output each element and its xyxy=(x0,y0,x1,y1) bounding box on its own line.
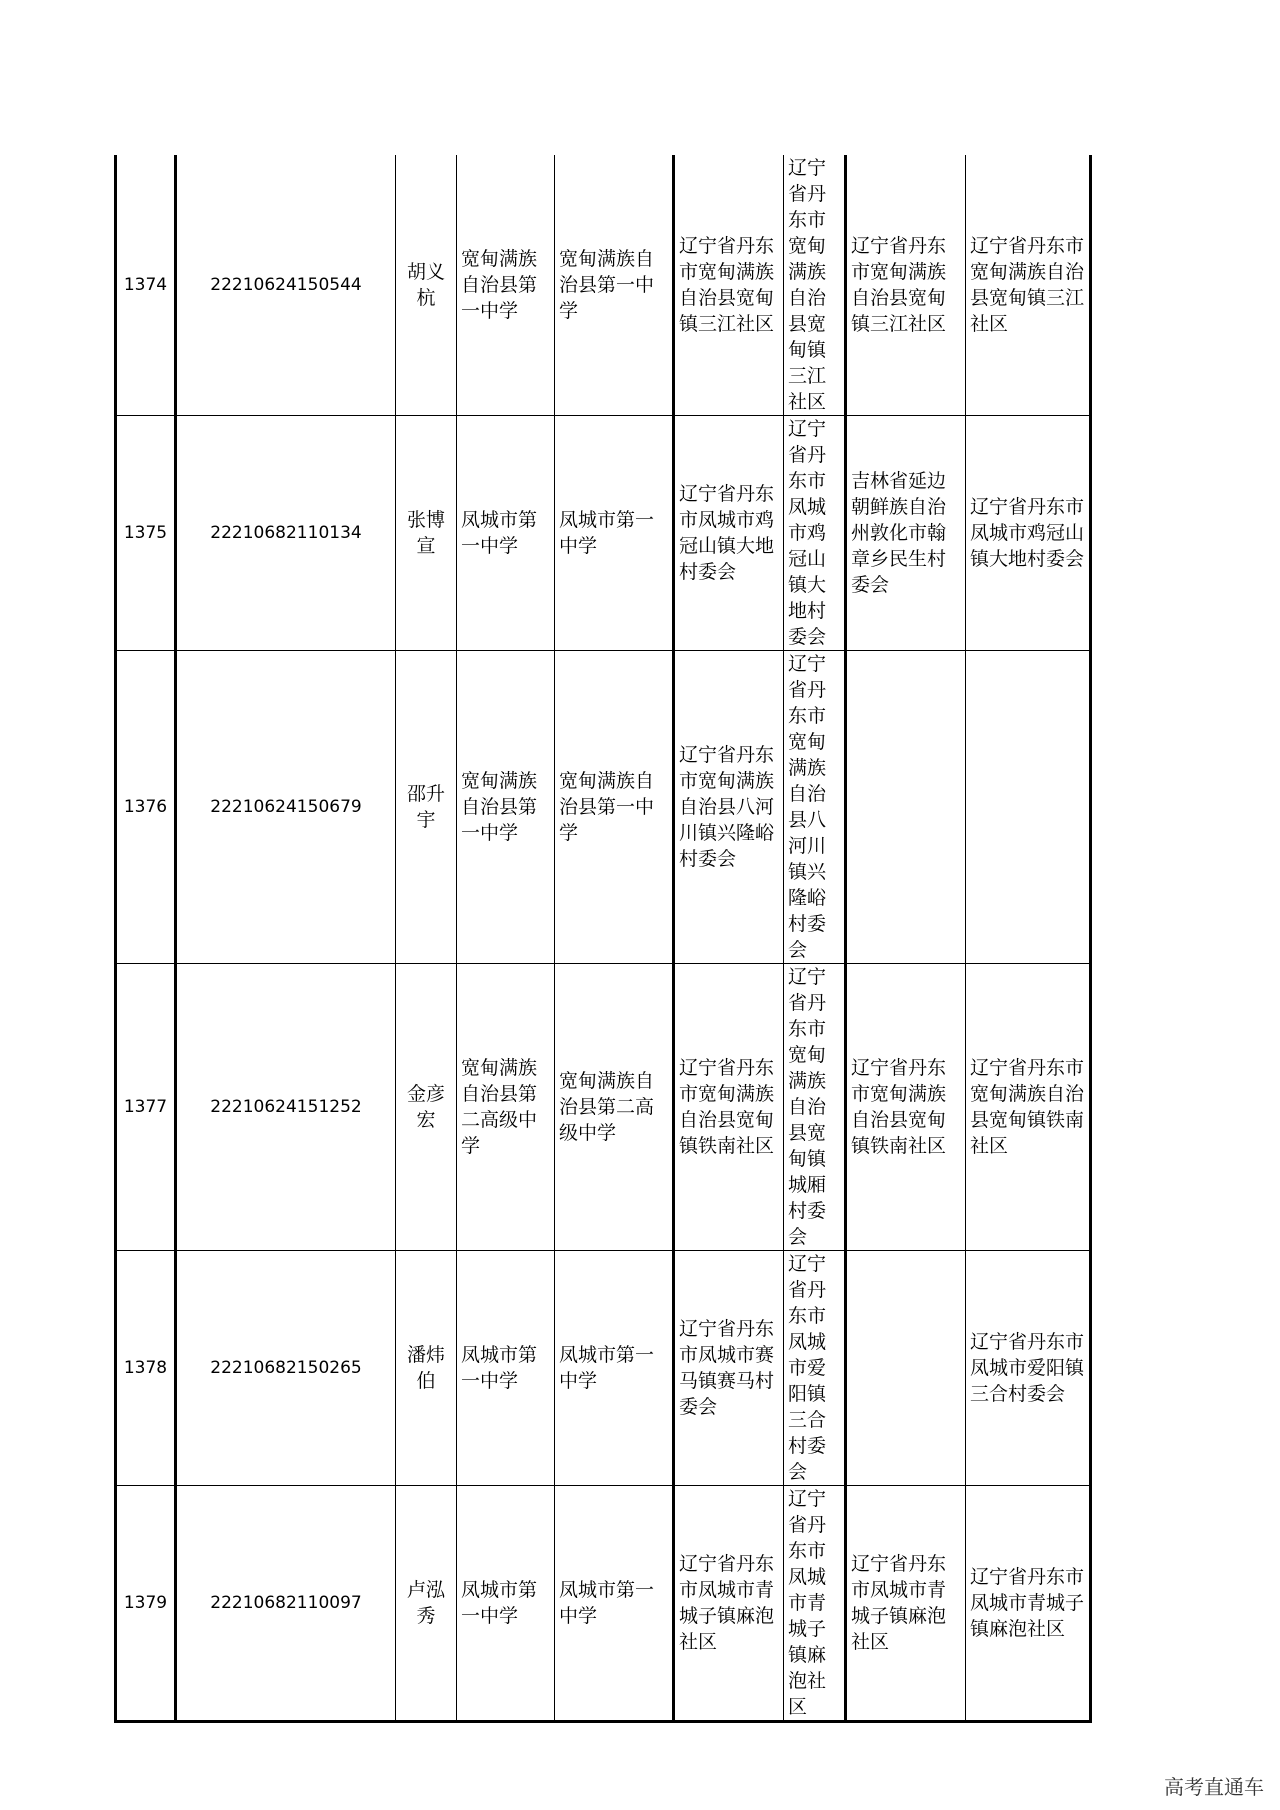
household-address-cell: 辽宁省丹东市宽甸满族自治县八河川镇兴隆峪村委会 xyxy=(674,651,784,964)
school-cell: 宽甸满族自治县第一中学 xyxy=(457,155,555,416)
name-cell: 金彦宏 xyxy=(396,964,457,1251)
home-address-cell: 辽宁省丹东市凤城市青城子镇麻泡社区 xyxy=(784,1486,846,1722)
exam-id-cell: 22210682110097 xyxy=(176,1486,396,1722)
father-address-cell: 辽宁省丹东市宽甸满族自治县宽甸镇三江社区 xyxy=(846,155,966,416)
table-row xyxy=(116,155,1091,416)
mother-address-cell: 辽宁省丹东市宽甸满族自治县宽甸镇铁南社区 xyxy=(966,964,1091,1251)
graduated-school-cell: 凤城市第一中学 xyxy=(555,1486,674,1722)
home-address-cell: 辽宁省丹东市宽甸满族自治县宽甸镇三江社区 xyxy=(784,155,846,416)
household-address-cell: 辽宁省丹东市凤城市鸡冠山镇大地村委会 xyxy=(674,416,784,651)
household-address-cell: 辽宁省丹东市凤城市赛马镇赛马村委会 xyxy=(674,1251,784,1486)
graduated-school-cell: 宽甸满族自治县第一中学 xyxy=(555,651,674,964)
school-cell: 凤城市第一中学 xyxy=(457,1486,555,1722)
table-row xyxy=(116,1251,1091,1486)
table-row xyxy=(116,1486,1091,1722)
home-address-cell: 辽宁省丹东市宽甸满族自治县宽甸镇城厢村委会 xyxy=(784,964,846,1251)
name-cell: 张博宣 xyxy=(396,416,457,651)
seq-cell: 1374 xyxy=(116,155,176,416)
mother-address-cell: 辽宁省丹东市凤城市鸡冠山镇大地村委会 xyxy=(966,416,1091,651)
school-cell: 宽甸满族自治县第一中学 xyxy=(457,651,555,964)
mother-address-cell xyxy=(966,651,1091,964)
home-address-cell: 辽宁省丹东市宽甸满族自治县八河川镇兴隆峪村委会 xyxy=(784,651,846,964)
seq-cell: 1376 xyxy=(116,651,176,964)
school-cell: 凤城市第一中学 xyxy=(457,1251,555,1486)
seq-cell: 1375 xyxy=(116,416,176,651)
exam-id-cell: 22210682110134 xyxy=(176,416,396,651)
exam-id-cell: 22210682150265 xyxy=(176,1251,396,1486)
school-cell: 凤城市第一中学 xyxy=(457,416,555,651)
father-address-cell xyxy=(846,651,966,964)
table-row xyxy=(116,964,1091,1251)
table-row xyxy=(116,416,1091,651)
mother-address-cell: 辽宁省丹东市宽甸满族自治县宽甸镇三江社区 xyxy=(966,155,1091,416)
seq-cell: 1379 xyxy=(116,1486,176,1722)
watermark: 高考直通车 xyxy=(1164,1775,1264,1799)
father-address-cell xyxy=(846,1251,966,1486)
home-address-cell: 辽宁省丹东市凤城市鸡冠山镇大地村委会 xyxy=(784,416,846,651)
roster-body xyxy=(116,155,1091,1722)
school-cell: 宽甸满族自治县第二高级中学 xyxy=(457,964,555,1251)
name-cell: 潘炜伯 xyxy=(396,1251,457,1486)
exam-id-cell: 22210624150544 xyxy=(176,155,396,416)
father-address-cell: 辽宁省丹东市宽甸满族自治县宽甸镇铁南社区 xyxy=(846,964,966,1251)
household-address-cell: 辽宁省丹东市凤城市青城子镇麻泡社区 xyxy=(674,1486,784,1722)
father-address-cell: 辽宁省丹东市凤城市青城子镇麻泡社区 xyxy=(846,1486,966,1722)
seq-cell: 1377 xyxy=(116,964,176,1251)
graduated-school-cell: 凤城市第一中学 xyxy=(555,416,674,651)
graduated-school-cell: 凤城市第一中学 xyxy=(555,1251,674,1486)
roster-table xyxy=(114,155,1092,1723)
father-address-cell: 吉林省延边朝鲜族自治州敦化市翰章乡民生村委会 xyxy=(846,416,966,651)
mother-address-cell: 辽宁省丹东市凤城市青城子镇麻泡社区 xyxy=(966,1486,1091,1722)
name-cell: 胡义杭 xyxy=(396,155,457,416)
exam-id-cell: 22210624151252 xyxy=(176,964,396,1251)
name-cell: 邵升宇 xyxy=(396,651,457,964)
graduated-school-cell: 宽甸满族自治县第二高级中学 xyxy=(555,964,674,1251)
mother-address-cell: 辽宁省丹东市凤城市爱阳镇三合村委会 xyxy=(966,1251,1091,1486)
household-address-cell: 辽宁省丹东市宽甸满族自治县宽甸镇铁南社区 xyxy=(674,964,784,1251)
name-cell: 卢泓秀 xyxy=(396,1486,457,1722)
home-address-cell: 辽宁省丹东市凤城市爱阳镇三合村委会 xyxy=(784,1251,846,1486)
household-address-cell: 辽宁省丹东市宽甸满族自治县宽甸镇三江社区 xyxy=(674,155,784,416)
seq-cell: 1378 xyxy=(116,1251,176,1486)
graduated-school-cell: 宽甸满族自治县第一中学 xyxy=(555,155,674,416)
exam-id-cell: 22210624150679 xyxy=(176,651,396,964)
table-row xyxy=(116,651,1091,964)
